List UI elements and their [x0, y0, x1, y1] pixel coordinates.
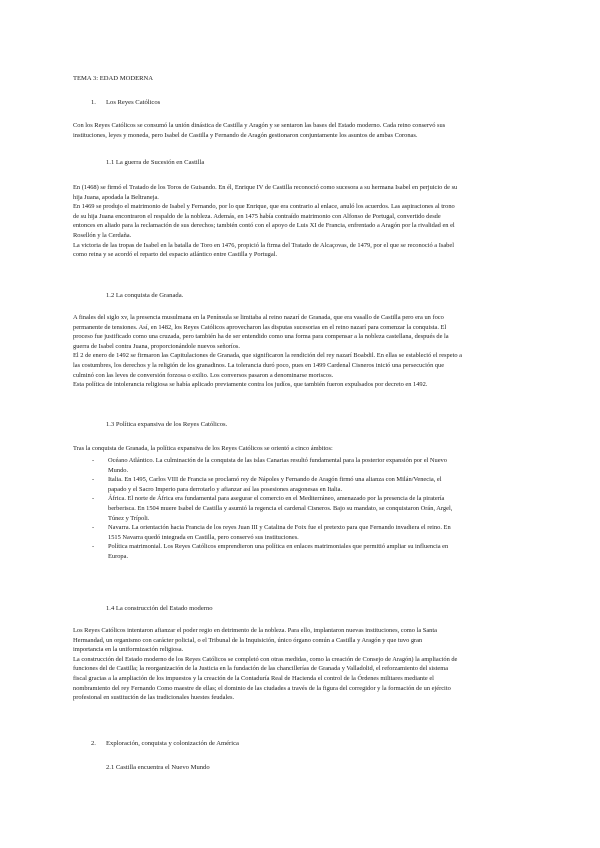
expansion-list	[92, 456, 526, 562]
text-line: fiscal gracias a la ampliación de los impuestos y la creación de la Contaduría Real de Hacienda el control de la Órdenes militares mediante el	[73, 674, 434, 682]
text-line: Los Reyes Católicos intentaron afianzar el poder regio en detrimento de la nobleza. Para ello, implantaron nuevas instituciones, como la Santa	[73, 627, 437, 634]
subsection-1-2-heading: 1.2 La conquista de Granada.	[106, 292, 184, 299]
text-line: 1515 Navarra quedó integrada en Castilla, pero conservó sus instituciones.	[108, 533, 299, 541]
text-line: entonces en aliado para la reclamación de sus derechos; también contó con el apoyo de Luis XI de Francia, enfrentado a Aragón por la rivalidad en el	[73, 222, 455, 230]
text-line: África. El norte de África era fundamental para asegurar el comercio en el Mediterráneo, amenazado por la presencia de la piratería	[108, 495, 445, 503]
section-1-heading: Los Reyes Católicos	[106, 99, 161, 106]
paragraph-1-2	[73, 313, 527, 390]
text-line: instituciones, leyes y moneda, pero Isabel de Castilla y Fernando de Aragón gestionaron conjuntamente los asuntos de ambas Coronas.	[73, 131, 418, 139]
list-item	[92, 475, 526, 494]
list-item	[92, 523, 526, 542]
text-line: En 1469 se produjo el matrimonio de Isabel y Fernando, por lo que Enrique, que era contrario al enlace, anuló los acuerdos. Las aspiraciones al trono	[73, 203, 455, 211]
text-line: profesional en sustitución de las tradicionales huestes feudales.	[73, 694, 235, 702]
paragraph-1-3-intro: Tras la conquista de Granada, la política expansiva de los Reyes Católicos se orientó a cinco ámbitos:	[73, 445, 333, 452]
text-line: proceso fue justificado como una cruzada, pero también ha de ser entendido como una forma para compensar a la nobleza castellana, después de la	[73, 333, 449, 341]
text-line: nombramiento del rey Fernando Como maestre de ellas; el dominio de las ciudades a través de la figura del corregidor y la formación de un ejército	[73, 684, 451, 692]
list-item	[92, 456, 526, 475]
text-line: Hermandad, un organismo con carácter policial, o el Tribunal de la Inquisición, único órgano común a Castilla y Aragón y que tuvo gran	[73, 636, 423, 644]
text-line: guerra de Isabel contra Juana, proporcionándole nuevos señoríos.	[73, 342, 240, 350]
list-bullet: -	[92, 476, 95, 484]
list-bullet: -	[92, 457, 95, 464]
text-line: La construcción del Estado moderno de los Reyes Católicos se completó con otras medidas, como la creación de Consejo de Aragón) la ampliación de	[73, 655, 458, 663]
text-line: Europa.	[108, 552, 129, 560]
section-2-heading: Exploración, conquista y colonización de América	[106, 740, 239, 747]
text-line: berberisca. En 1504 muere Isabel de Castilla y asumió la regencia el cardenal Cisneros. Bajo su mandato, se conquistaron Orán, Argel,	[108, 504, 453, 512]
subsection-1-1-heading: 1.1 La guerra de Sucesión en Castilla	[106, 159, 205, 166]
list-bullet: -	[92, 543, 95, 551]
text-line: Océano Atlántico. La culminación de la conquista de las islas Canarias resultó fundamental para la posterior expansión por el Nuevo	[108, 457, 447, 464]
text-line: A finales del siglo xv, la presencia musulmana en la Península se limitaba al reino nazarí de Granada, que era vasallo de Castilla pero era un foco	[73, 314, 444, 321]
text-line: Mundo.	[108, 466, 129, 474]
text-line: Navarra. La orientación hacia Francia de los reyes Juan III y Catalina de Foix fue el pretexto para que Fernando invadiera el reino. En	[108, 524, 451, 532]
text-line: de su hija Juana encontraron el respaldo de la nobleza. Además, en 1475 había contraído matrimonio con Alfonso de Portugal, convertido desde	[73, 212, 441, 220]
list-bullet: -	[92, 524, 95, 532]
paragraph-1-1	[73, 183, 527, 260]
subsection-1-4-heading: 1.4 La construcción del Estado moderno	[106, 605, 213, 612]
text-line: Esta política de intolerancia religiosa se había aplicado previamente contra los judíos, que también fueron expulsados por decreto en 1492.	[73, 381, 428, 389]
text-line: La victoria de las tropas de Isabel en la batalla de Toro en 1476, propició la firma del Tratado de Alcaçovas, de 1479, por el que se reconoció a Isabel	[73, 241, 454, 249]
text-line: Con los Reyes Católicos se consumó la unión dinástica de Castilla y Aragón y se sentaron las bases del Estado moderno. Cada reino conservó sus	[73, 122, 446, 129]
text-line: como reina y se acordó el reparto del espacio atlántico entre Castilla y Portugal.	[73, 251, 278, 259]
text-line: importancia en la uniformización religiosa.	[73, 646, 184, 654]
text-line: hija Juana, apodada la Beltraneja.	[73, 193, 159, 201]
text-line: papado y el Sacro Imperio para derrotarlo y afianzar así las posesiones aragonesas en Italia.	[108, 485, 343, 493]
subsection-1-3-heading: 1.3 Política expansiva de los Reyes Católicos.	[106, 421, 228, 428]
text-line: Rosellón y la Cerdaña.	[73, 231, 132, 239]
list-item	[92, 494, 526, 523]
intro-paragraph	[73, 121, 527, 140]
section-1-number: 1.	[91, 99, 96, 106]
text-line: Italia. En 1495, Carlos VIII de Francia se proclamó rey de Nápoles y Fernando de Aragón firmó una alianza con Milán/Venecia, el	[108, 476, 442, 484]
paragraph-1-4	[73, 626, 527, 703]
text-line: En (1468) se firmó el Tratado de los Toros de Guisando. En él, Enrique IV de Castilla reconoció como sucesora a su hermana Isabel en perjuicio de su	[73, 184, 458, 191]
list-item	[92, 542, 526, 561]
subsection-2-1-heading: 2.1 Castilla encuentra el Nuevo Mundo	[106, 764, 210, 771]
text-line: culminó con las leves de conversión forzosa o exilio. Los conversos pasaron a denominarse moriscos.	[73, 371, 334, 379]
list-bullet: -	[92, 495, 95, 503]
section-2-number: 2.	[91, 740, 96, 747]
text-line: Túnez y Trípoli.	[108, 514, 150, 522]
text-line: El 2 de enero de 1492 se firmaron las Capitulaciones de Granada, que significaron la rendición del rey nazarí Boabdil. En ellas se estableció el respeto a	[73, 352, 462, 360]
text-line: permanente de tensiones. Así, en 1482, los Reyes Católicos aprovecharon las disputas sucesorias en el reino nazarí para comenzar la conquista. El	[73, 323, 447, 331]
document-title: TEMA 3: EDAD MODERNA	[73, 75, 154, 82]
text-line: las costumbres, los derechos y la religión de los granadinos. La tolerancia duró poco, pues en 1499 Cardenal Cisneros inició una persecución que	[73, 361, 445, 369]
text-line: Política matrimonial. Los Reyes Católicos emprendieron una política en enlaces matrimoniales que permitió ampliar su influencia en	[108, 543, 449, 551]
text-line: funciones del de Castilla; la reorganización de la Justicia en la fundación de las chancillerías de Granada y Valladolid, el reforzamiento del sistema	[73, 665, 449, 673]
